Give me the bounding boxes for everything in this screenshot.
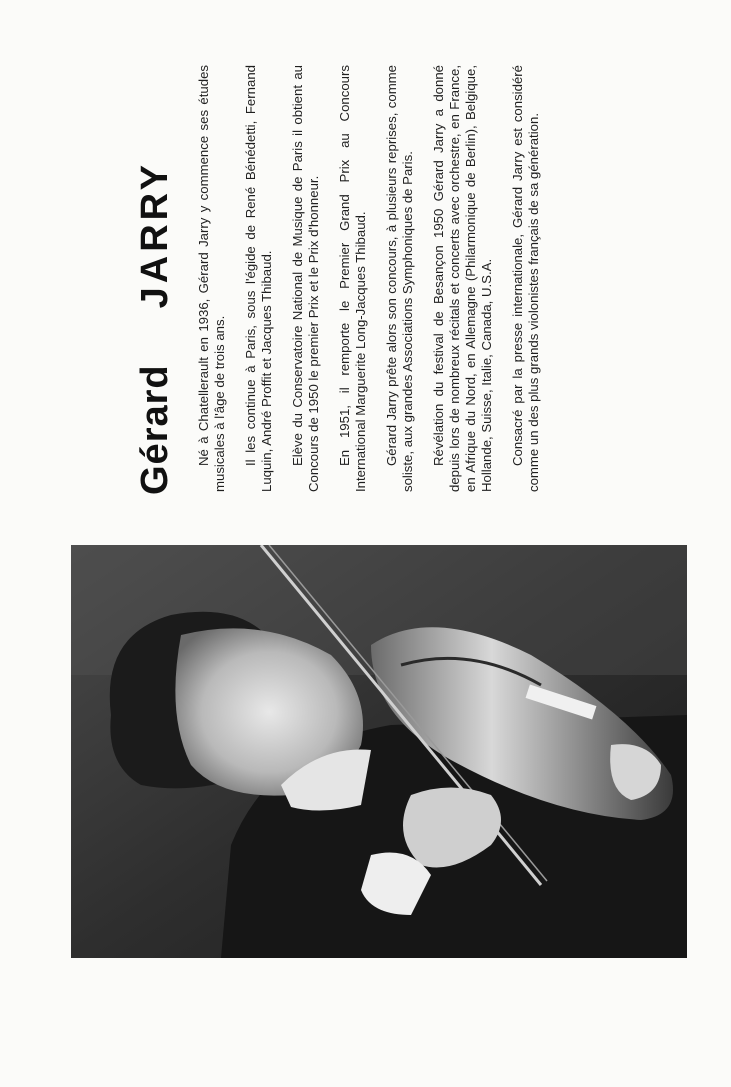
- biography-paragraph: Consacré par la presse internationale, Gérard Jarry est considéré comme un des plus grands violonistes français de sa génération.: [509, 65, 542, 492]
- biography-text: [196, 65, 542, 495]
- biography-paragraph: En 1951, il remporte le Premier Grand Prix au Concours International Marguerite Long-Jacques Thibaud.: [336, 65, 368, 492]
- biography-paragraph: Révélation du festival de Besançon 1950 Gérard Jarry a donné depuis lors de nombreux récitals et concerts avec orchestre, en France, en Afrique du Nord, en Allemagne (Philarmonique de Berlin), Belgique, Hollande, Suisse, Italie, Canada, U.S.A.: [430, 65, 495, 492]
- biography-paragraph: Il les continue à Paris, sous l'égide de René Bénédetti, Fernand Luquin, André Proffit et Jacques Thibaud.: [242, 65, 275, 492]
- artist-name-heading: [130, 65, 196, 495]
- biography-paragraph: Gérard Jarry prête alors son concours, à plusieurs reprises, comme soliste, aux grandes Associations Symphoniques de Paris.: [383, 65, 415, 492]
- violinist-photo-illustration: [71, 545, 687, 958]
- biography-paragraph: Elève du Conservatoire National de Musique de Paris il obtient au Concours de 1950 le premier Prix et le Prix d'honneur.: [289, 65, 322, 492]
- biography-column: [130, 65, 675, 495]
- artist-first-name: Gérard: [134, 364, 176, 495]
- biography-paragraph: Né à Chatellerault en 1936, Gérard Jarry y commence ses études musicales à l'âge de trois ans.: [196, 65, 228, 492]
- artist-last-name: JARRY: [134, 160, 176, 309]
- violinist-photo: [71, 545, 687, 958]
